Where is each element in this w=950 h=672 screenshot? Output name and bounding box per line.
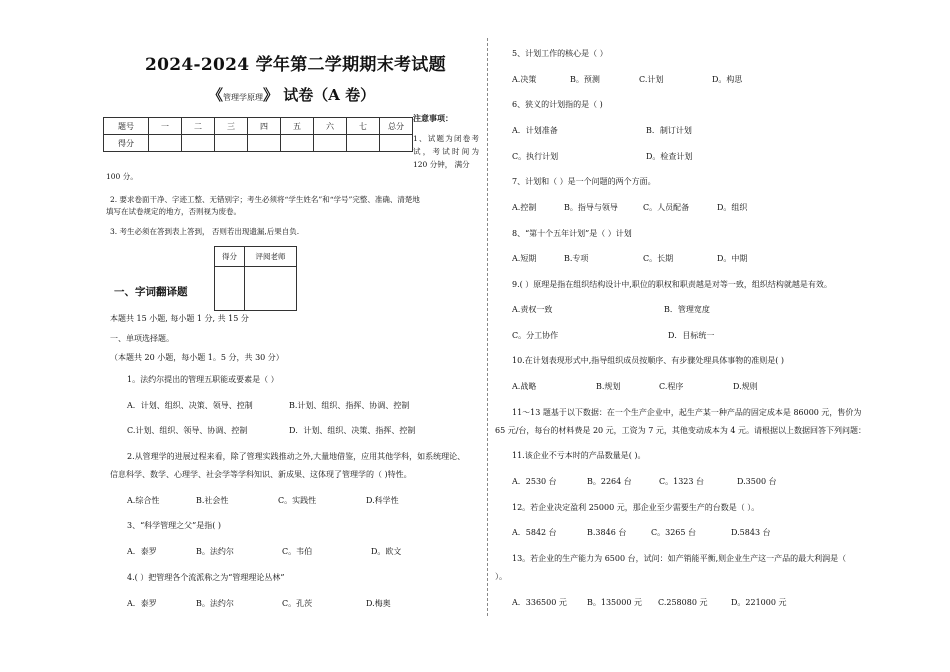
q6-option-a: A．计划准备 bbox=[512, 126, 558, 135]
score-input-cell bbox=[314, 135, 347, 152]
q8-option-c: C。长期 bbox=[643, 254, 674, 263]
q8-option-b: B.专项 bbox=[564, 254, 589, 263]
q2-option-d: D.科学性 bbox=[366, 496, 399, 505]
question-9: 9.( ）原理是指在组织结构设计中,职位的职权和职责越是对等一致，组织结构就越是有效。 bbox=[512, 280, 832, 289]
question-4: 4.( ）把管理各个流派称之为“管理理论丛林” bbox=[127, 573, 285, 582]
notice-item-1: 1、试题为闭卷考试，考试时间为 120 分钟， 满分 bbox=[413, 134, 479, 169]
q4-option-d: D.梅奥 bbox=[366, 599, 391, 608]
question-13-cont: ）。 bbox=[495, 572, 507, 581]
q6-option-b: B．制订计划 bbox=[646, 126, 692, 135]
score-table-score-row bbox=[104, 135, 413, 152]
part-title: 一、单项选择题。 bbox=[110, 334, 174, 343]
q7-option-c: C。人员配备 bbox=[643, 203, 690, 212]
score-input-cell bbox=[347, 135, 380, 152]
q11-option-b: B。2264 台 bbox=[587, 477, 632, 486]
q5-option-a: A.决策 bbox=[512, 75, 537, 84]
score-cell: 总分 bbox=[380, 118, 413, 135]
question-1: 1。法约尔提出的管理五职能或要素是（ ） bbox=[127, 375, 279, 384]
q9-option-d: D．目标统一 bbox=[668, 331, 715, 340]
score-table-header-row bbox=[104, 118, 413, 135]
q13-option-a: A．336500 元 bbox=[512, 598, 567, 607]
score-cell: 三 bbox=[215, 118, 248, 135]
q10-option-b: B.规划 bbox=[596, 382, 621, 391]
q9-option-b: B．管理宽度 bbox=[664, 305, 710, 314]
q6-option-d: D。检查计划 bbox=[646, 152, 693, 161]
score-cell: 题号 bbox=[104, 118, 149, 135]
score-table bbox=[103, 117, 413, 152]
subtitle-close: 》 试卷（A 卷） bbox=[263, 86, 376, 104]
q7-option-d: D。组织 bbox=[717, 203, 748, 212]
q3-option-b: B。法约尔 bbox=[196, 547, 234, 556]
notice-item-2: 2. 要求卷面干净、字迹工整、无错别字；考生必须将“学生姓名”和“学号”完整、准确、清楚地 bbox=[110, 195, 420, 204]
q11-option-a: A．2530 台 bbox=[512, 477, 557, 486]
q9-option-a: A.责权一致 bbox=[512, 305, 553, 314]
q5-option-d: D。构思 bbox=[712, 75, 743, 84]
score-cell: 四 bbox=[248, 118, 281, 135]
q5-option-b: B。预测 bbox=[570, 75, 600, 84]
question-12: 12。若企业决定盈利 25000 元，那企业至少需要生产的台数是（ ）。 bbox=[512, 503, 760, 512]
q12-option-c: C。3265 台 bbox=[651, 528, 697, 537]
section-description: 本题共 15 小题, 每小题 1 分, 共 15 分 bbox=[110, 314, 249, 323]
notice-item-1-cont: 100 分。 bbox=[106, 172, 138, 181]
score-cell: 七 bbox=[347, 118, 380, 135]
q12-option-a: A．5842 台 bbox=[512, 528, 557, 537]
q6-option-c: C。执行计划 bbox=[512, 152, 559, 161]
exam-title: 2024-2024 学年第二学期期末考试题 bbox=[145, 55, 446, 75]
q12-option-d: D.5843 台 bbox=[731, 528, 771, 537]
q1-option-c: C.计划、组织、领导、协调、控制 bbox=[127, 426, 248, 435]
q13-option-b: B。135000 元 bbox=[587, 598, 642, 607]
section-heading: 一、字词翻译题 bbox=[114, 286, 188, 298]
question-8: 8、“第十个五年计划”是（ ）计划 bbox=[512, 229, 632, 238]
score-cell: 一 bbox=[149, 118, 182, 135]
question-3: 3、“科学管理之父”是指( ) bbox=[127, 521, 222, 530]
course-name: 管理学原理 bbox=[223, 93, 264, 102]
q13-option-d: D。221000 元 bbox=[731, 598, 787, 607]
q10-option-a: A.战略 bbox=[512, 382, 537, 391]
q2-option-c: C。实践性 bbox=[278, 496, 317, 505]
grader-teacher-box bbox=[245, 267, 297, 311]
notice-item-2-cont: 填写在试卷规定的地方，否则视为废卷。 bbox=[106, 207, 241, 216]
q4-option-a: A．泰罗 bbox=[127, 599, 157, 608]
score-cell: 五 bbox=[281, 118, 314, 135]
question-2-cont: 信息科学、数学、心理学、社会学等学科知识、新成果、这体现了管理学的（ )特性。 bbox=[110, 470, 412, 479]
q3-option-c: C。韦伯 bbox=[282, 547, 313, 556]
score-input-cell bbox=[248, 135, 281, 152]
q11-option-d: D.3500 台 bbox=[737, 477, 777, 486]
notice-title: 注意事项： bbox=[413, 113, 453, 123]
exam-subtitle bbox=[208, 84, 375, 105]
score-input-cell bbox=[149, 135, 182, 152]
grader-score-label: 得分 bbox=[215, 247, 245, 267]
question-5: 5、计划工作的核心是（ ） bbox=[512, 49, 608, 58]
score-input-cell bbox=[182, 135, 215, 152]
question-13: 13。若企业的生产能力为 6500 台，试问：如产销能平衡,则企业生产这一产品的最大利润是（ bbox=[512, 554, 847, 563]
q7-option-b: B。指导与领导 bbox=[564, 203, 618, 212]
q2-option-b: B.社会性 bbox=[196, 496, 229, 505]
grader-table bbox=[214, 246, 297, 311]
question-11-13-intro-cont: 65 元/台，每台的材料费是 20 元，工资为 7 元，其他变动成本为 4 元。请根据以上数据回答下列问题： bbox=[495, 426, 867, 435]
q8-option-d: D。中期 bbox=[717, 254, 748, 263]
question-11-13-intro: 11～13 题基于以下数据：在一个生产企业中，起生产某一种产品的固定成本是 86000 元，售价为 bbox=[512, 408, 862, 417]
q12-option-b: B.3846 台 bbox=[587, 528, 627, 537]
question-2: 2.从管理学的进展过程来看，除了管理实践推动之外,大量地借鉴，应用其他学科，如系统理论、 bbox=[127, 452, 466, 461]
q2-option-a: A.综合性 bbox=[127, 496, 160, 505]
score-input-cell bbox=[380, 135, 413, 152]
column-divider bbox=[487, 38, 488, 616]
q1-option-a: A．计划、组织、决策、领导、控制 bbox=[127, 401, 253, 410]
q5-option-c: C.计划 bbox=[639, 75, 664, 84]
q11-option-c: C。1323 台 bbox=[659, 477, 705, 486]
score-input-cell bbox=[281, 135, 314, 152]
question-11: 11.该企业不亏本时的产品数量是( )。 bbox=[512, 451, 646, 460]
part-description: （本题共 20 小题，每小题 1。5 分，共 30 分） bbox=[110, 353, 284, 362]
q1-option-d: D．计划、组织、决策、指挥、控制 bbox=[289, 426, 416, 435]
q1-option-b: B.计划、组织、指挥、协调、控制 bbox=[289, 401, 410, 410]
score-cell: 六 bbox=[314, 118, 347, 135]
q3-option-a: A．泰罗 bbox=[127, 547, 157, 556]
q4-option-b: B。法约尔 bbox=[196, 599, 234, 608]
q7-option-a: A.控制 bbox=[512, 203, 537, 212]
score-input-cell bbox=[215, 135, 248, 152]
question-7: 7、计划和（ ）是一个问题的两个方面。 bbox=[512, 177, 656, 186]
question-6: 6、狭义的计划指的是（ ) bbox=[512, 100, 603, 109]
q9-option-c: C。分工协作 bbox=[512, 331, 559, 340]
score-cell: 二 bbox=[182, 118, 215, 135]
grader-score-box bbox=[215, 267, 245, 311]
grader-teacher-label: 评阅老师 bbox=[245, 247, 297, 267]
q13-option-c: C.258080 元 bbox=[658, 598, 708, 607]
q8-option-a: A.短期 bbox=[512, 254, 537, 263]
subtitle-open: 《 bbox=[208, 86, 224, 104]
q10-option-d: D.规则 bbox=[733, 382, 758, 391]
score-cell: 得分 bbox=[104, 135, 149, 152]
question-10: 10.在计划表现形式中,指导组织成员按顺序、有步骤处理具体事物的准则是( ) bbox=[512, 356, 785, 365]
q3-option-d: D。欧文 bbox=[371, 547, 402, 556]
q4-option-c: C。孔茨 bbox=[282, 599, 313, 608]
notice-item-3: 3. 考生必须在答到表上答到， 否则若出现遗漏,后果自负. bbox=[110, 227, 300, 236]
q10-option-c: C.程序 bbox=[659, 382, 684, 391]
